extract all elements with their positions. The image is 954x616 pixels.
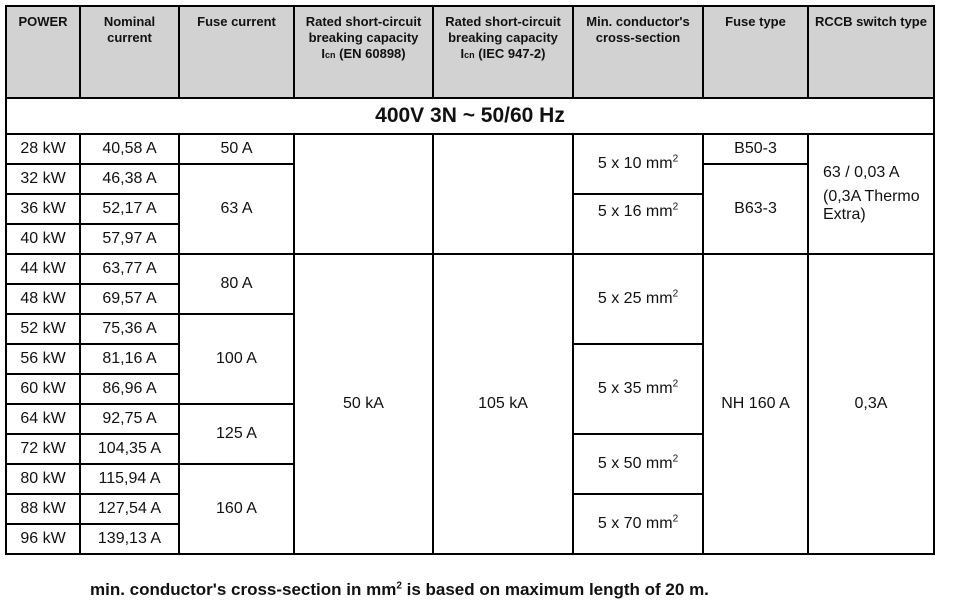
nominal-cell: 81,16 A [80,344,179,374]
power-cell: 40 kW [6,224,80,254]
power-cell: 60 kW [6,374,80,404]
nominal-cell: 139,13 A [80,524,179,554]
conductor-cell: 5 x 35 $mm^2$ [573,344,703,434]
header-rated-iec [433,6,573,98]
power-cell: 56 kW [6,344,80,374]
conductor-cell: 5 x 16 $mm^2$ [573,194,703,254]
rated-iec-cell [433,134,573,254]
power-cell: 48 kW [6,284,80,314]
power-cell: 72 kW [6,434,80,464]
fuse-type-cell: NH 160 A [703,254,808,554]
table-row [6,254,934,284]
header-row [6,6,934,98]
header-rated-en-title: Rated short-circuit breaking capacity [305,14,422,45]
header-rated-en [294,6,433,98]
power-cell: 96 kW [6,524,80,554]
nominal-cell: 115,94 A [80,464,179,494]
nominal-cell: 104,35 A [80,434,179,464]
conductor-cell: 5 x 10 $mm^2$ [573,134,703,194]
conductor-cell: 5 x 70 $mm^2$ [573,494,703,554]
nominal-cell: 40,58 A [80,134,179,164]
conductor-cell: 5 x 25 $mm^2$ [573,254,703,344]
conductor-cell: 5 x 50 $mm^2$ [573,434,703,494]
fuse-specification-table [5,5,935,555]
nominal-cell: 63,77 A [80,254,179,284]
header-fuse-current: Fuse current [179,6,294,98]
fuse-current-cell: 50 A [179,134,294,164]
fuse-current-cell: 80 A [179,254,294,314]
power-cell: 64 kW [6,404,80,434]
voltage-banner: 400V 3N ~ 50/60 Hz [6,98,934,134]
voltage-banner-row [6,98,934,134]
table-row [6,134,934,164]
rated-en-cell: 50 kA [294,254,433,554]
rccb-cell: 0,3A [808,254,934,554]
nominal-cell: 69,57 A [80,284,179,314]
header-rccb: RCCB switch type [808,6,934,98]
power-cell: 88 kW [6,494,80,524]
header-rated-iec-standard: Icn (IEC 947-2) [460,46,546,61]
header-rated-iec-title: Rated short-circuit breaking capacity [445,14,561,45]
rated-en-cell [294,134,433,254]
power-cell: 32 kW [6,164,80,194]
header-power: POWER [6,6,80,98]
power-cell: 36 kW [6,194,80,224]
power-cell: 44 kW [6,254,80,284]
power-cell: 80 kW [6,464,80,494]
nominal-cell: 46,38 A [80,164,179,194]
nominal-cell: 92,75 A [80,404,179,434]
nominal-cell: 127,54 A [80,494,179,524]
nominal-cell: 75,36 A [80,314,179,344]
nominal-cell: 86,96 A [80,374,179,404]
footnote: min. conductor's cross-section in $mm^2$ is based on maximum length of 20 m. [90,580,709,599]
power-cell: 28 kW [6,134,80,164]
fuse-current-cell: 125 A [179,404,294,464]
fuse-current-cell: 63 A [179,164,294,254]
fuse-type-cell: B63-3 [703,164,808,254]
nominal-cell: 57,97 A [80,224,179,254]
header-rated-en-standard: Icn (EN 60898) [321,46,406,61]
header-fuse-type: Fuse type [703,6,808,98]
power-cell: 52 kW [6,314,80,344]
fuse-current-cell: 160 A [179,464,294,554]
fuse-current-cell: 100 A [179,314,294,404]
header-nominal-current: Nominal current [80,6,179,98]
nominal-cell: 52,17 A [80,194,179,224]
rated-iec-cell: 105 kA [433,254,573,554]
header-min-conductor: Min. conductor's cross-section [573,6,703,98]
rccb-cell: 63 / 0,03 A (0,3A Thermo Extra) [808,134,934,254]
fuse-type-cell: B50-3 [703,134,808,164]
